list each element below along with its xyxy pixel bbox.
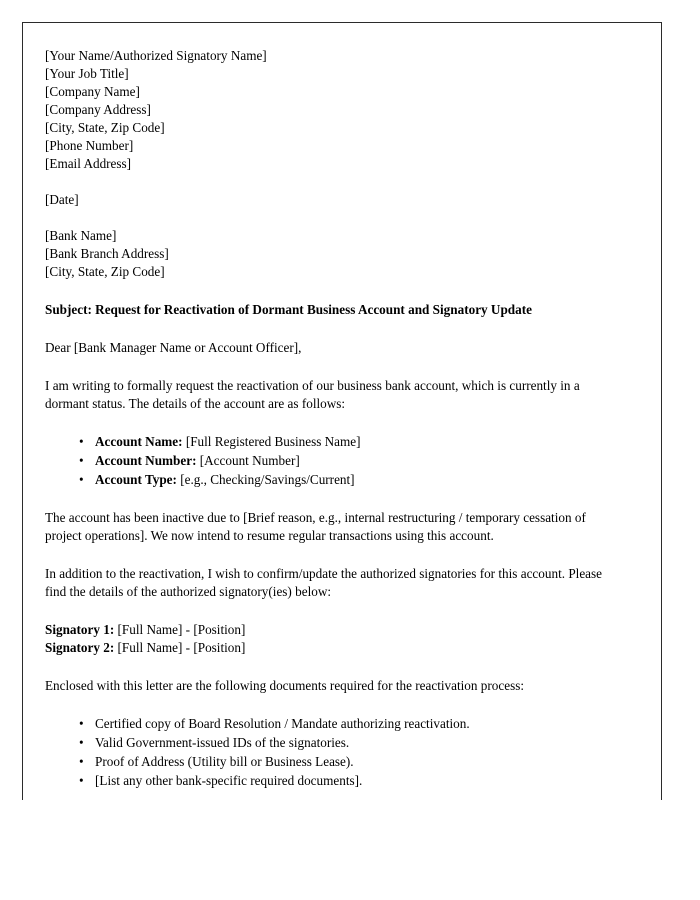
sender-job-title-line: [Your Job Title] [45, 66, 129, 81]
signatory-1-line [45, 621, 625, 639]
paragraph-signatory-update: In addition to the reactivation, I wish to confirm/update the authorized signatories for this account. Please find the details of the authorized signatory(ies) below: [45, 566, 603, 599]
list-item [95, 452, 625, 470]
enclosed-documents-list [45, 715, 625, 790]
date-line: [Date] [45, 192, 79, 207]
signatory-2-value: [Full Name] - [Position] [117, 640, 246, 655]
list-item [95, 471, 625, 489]
account-type-label: Account Type: [95, 472, 177, 487]
sender-city-state-zip-line: [City, State, Zip Code] [45, 120, 165, 135]
recipient-bank-name-line: [Bank Name] [45, 228, 117, 243]
date-block [45, 191, 625, 209]
list-item [95, 433, 625, 451]
signatory-2-label: Signatory 2: [45, 640, 115, 655]
recipient-address-block [45, 227, 625, 281]
list-item: • Proof of Address (Utility bill or Business Lease). [95, 753, 625, 771]
signatory-1-label: Signatory 1: [45, 622, 115, 637]
list-item: • [List any other bank-specific required documents]. [95, 772, 625, 790]
account-type-value: [e.g., Checking/Savings/Current] [180, 472, 355, 487]
sender-phone-line: [Phone Number] [45, 138, 134, 153]
signatory-block [45, 621, 625, 657]
recipient-branch-address-line: [Bank Branch Address] [45, 246, 169, 261]
list-item: • Valid Government-issued IDs of the signatories. [95, 734, 625, 752]
document-sheet [22, 22, 662, 800]
subject-line: Subject: Request for Reactivation of Dormant Business Account and Signatory Update [45, 302, 532, 317]
paragraph-inactivity-reason: The account has been inactive due to [Brief reason, e.g., internal restructuring / temporary cessation of project operations]. We now intend to resume regular transactions using this account. [45, 510, 586, 543]
account-number-value: [Account Number] [199, 453, 300, 468]
paragraph-enclosures-intro: Enclosed with this letter are the following documents required for the reactivation process: [45, 678, 524, 693]
sender-company-name-line: [Company Name] [45, 84, 140, 99]
account-name-label: Account Name: [95, 434, 183, 449]
recipient-city-state-zip-line: [City, State, Zip Code] [45, 264, 165, 279]
sender-name-line: [Your Name/Authorized Signatory Name] [45, 48, 267, 63]
account-name-value: [Full Registered Business Name] [185, 434, 361, 449]
salutation-line: Dear [Bank Manager Name or Account Officer], [45, 340, 302, 355]
paragraph-request-intro: I am writing to formally request the reactivation of our business bank account, which is currently in a dormant status. The details of the account are as follows: [45, 378, 580, 411]
signatory-2-line [45, 639, 625, 657]
sender-company-address-line: [Company Address] [45, 102, 151, 117]
sender-email-line: [Email Address] [45, 156, 132, 171]
sender-address-block [45, 47, 625, 173]
account-number-label: Account Number: [95, 453, 197, 468]
signatory-1-value: [Full Name] - [Position] [117, 622, 246, 637]
account-details-list [45, 433, 625, 489]
letter-body [23, 23, 661, 790]
list-item: • Certified copy of Board Resolution / Mandate authorizing reactivation. [95, 715, 625, 733]
